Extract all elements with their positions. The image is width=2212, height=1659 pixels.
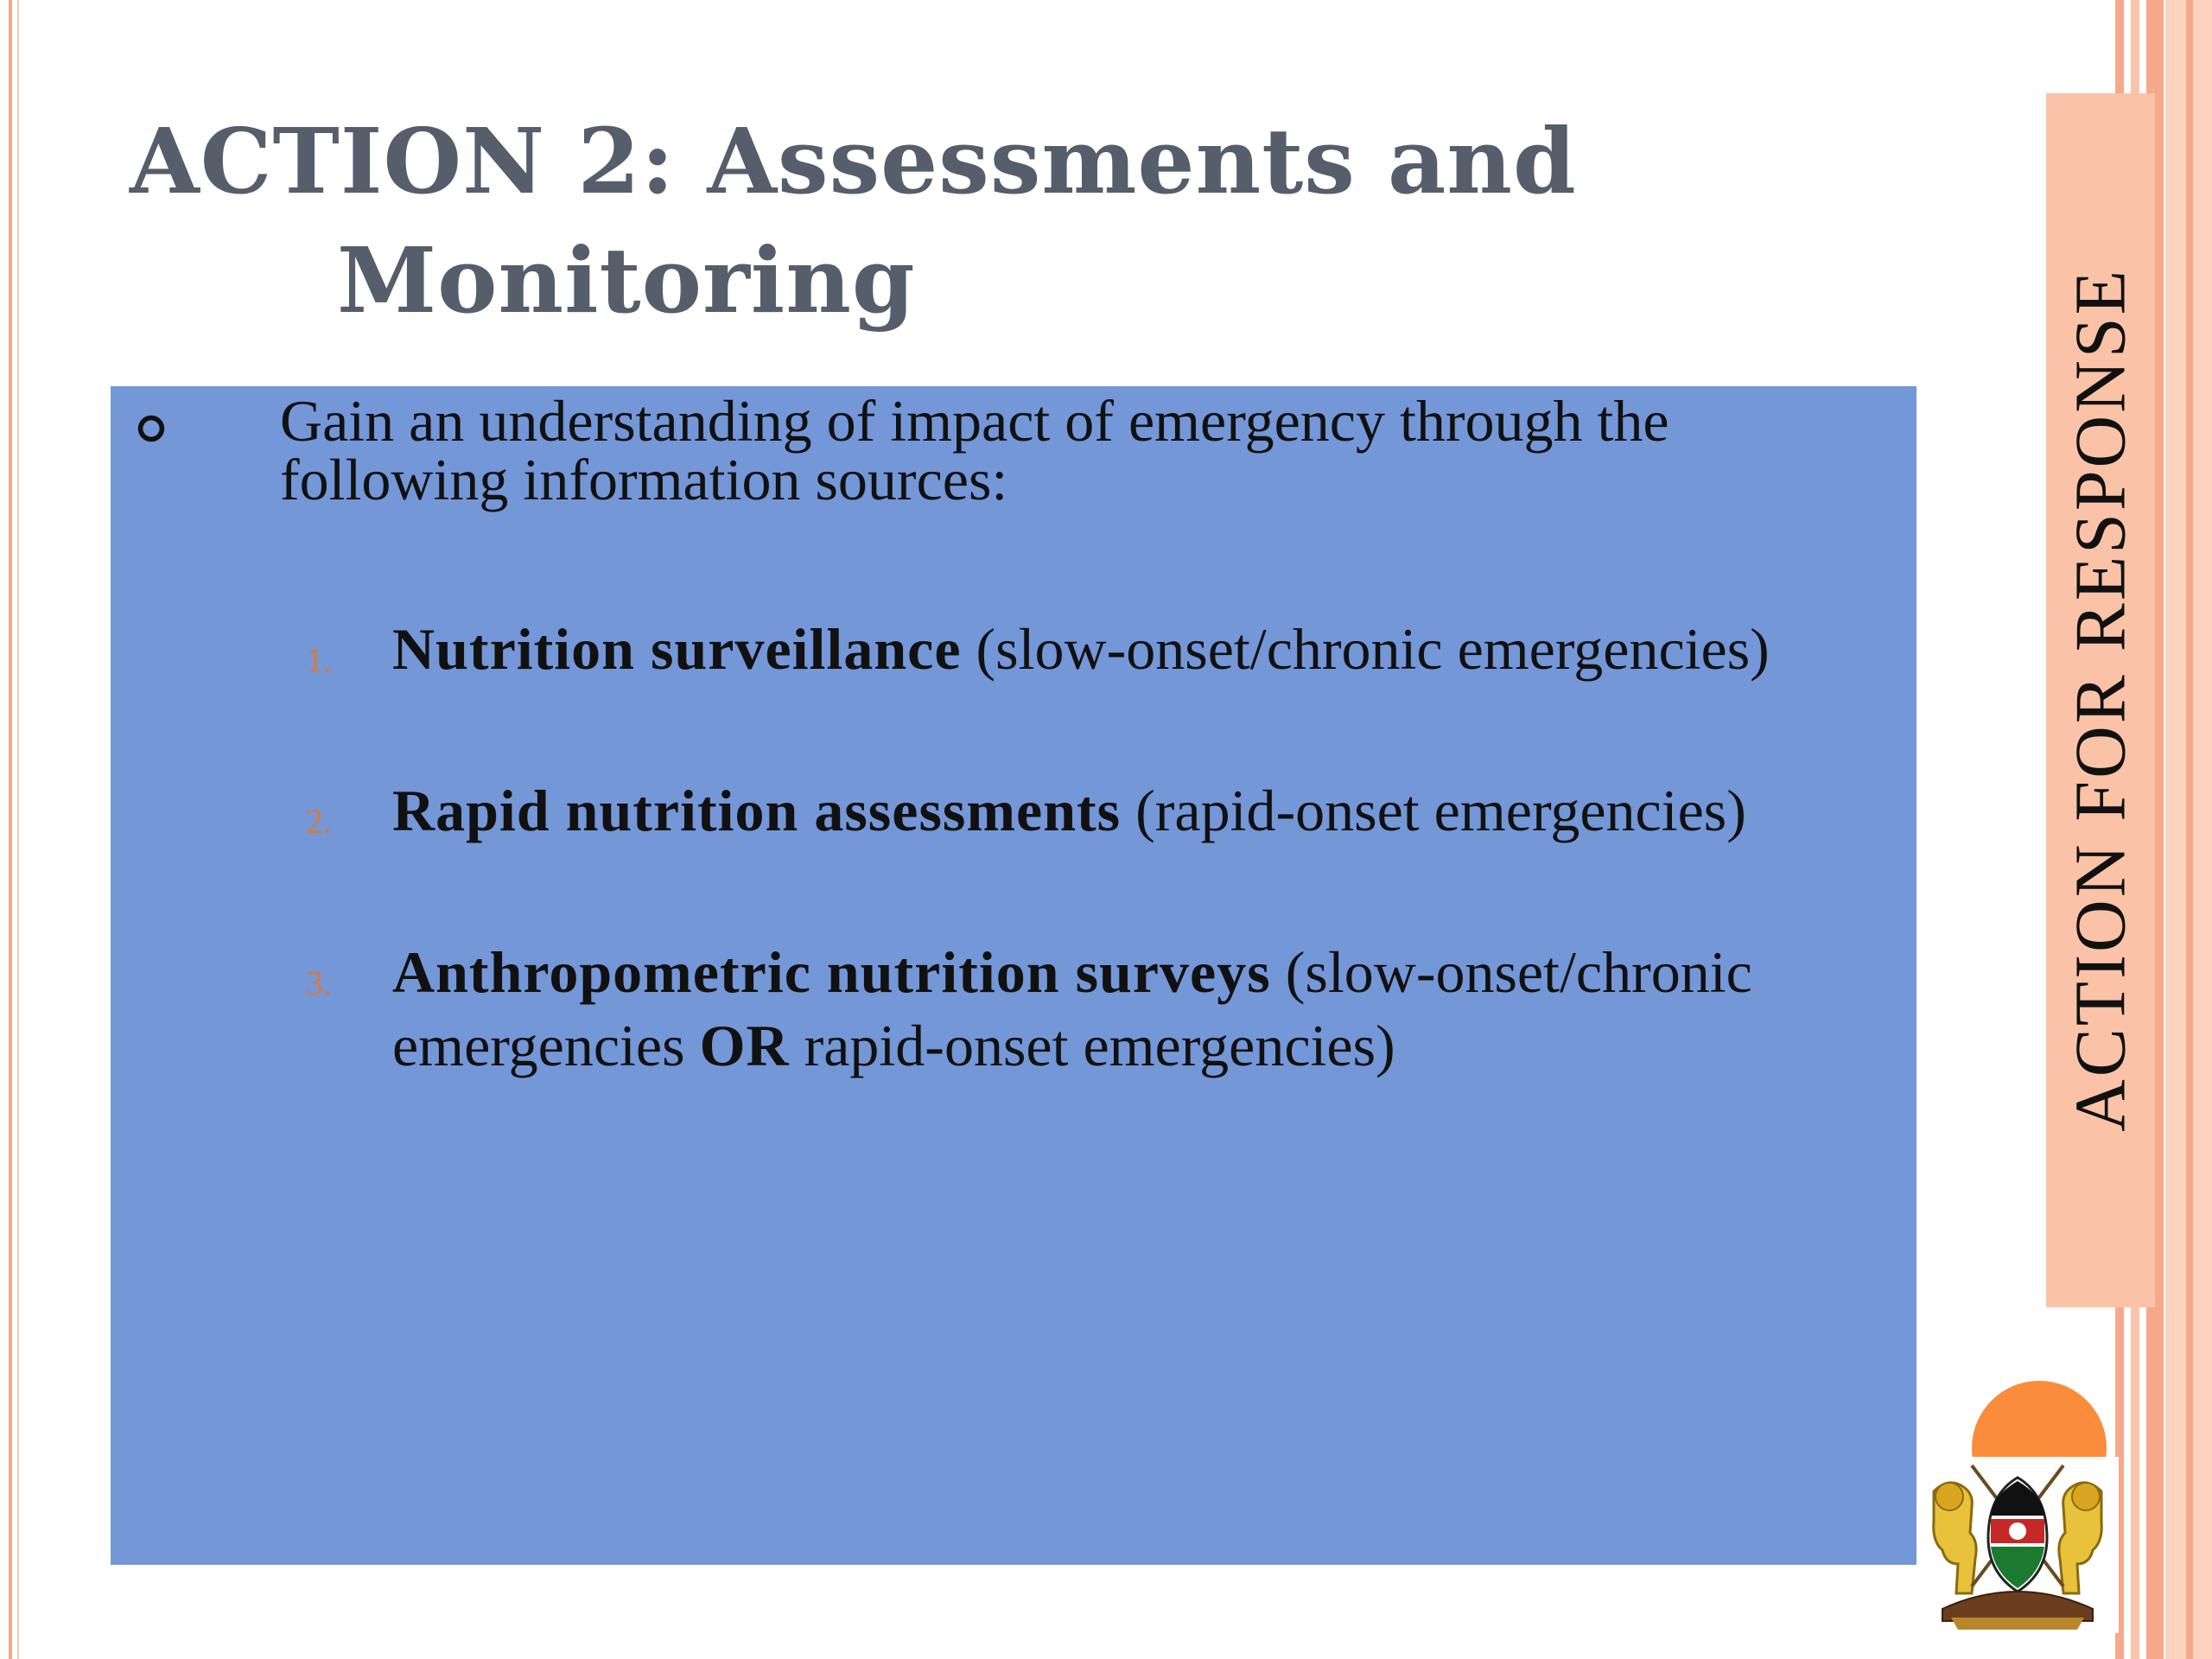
source-detail-1: (slow-onset/chronic emergencies) bbox=[961, 616, 1770, 682]
source-item-3 bbox=[306, 936, 1827, 1083]
source-item-2 bbox=[306, 774, 1827, 848]
source-number-2: 2. bbox=[306, 802, 332, 841]
source-number-3: 3. bbox=[306, 963, 332, 1002]
coat-of-arms-graphic bbox=[1916, 1457, 2119, 1633]
content-box bbox=[111, 386, 1916, 1565]
source-detail-3-or: OR bbox=[699, 1013, 790, 1078]
left-border-line-thin bbox=[17, 0, 19, 1659]
source-title-1: Nutrition surveillance bbox=[392, 616, 962, 682]
source-detail-3b: rapid-onset emergencies) bbox=[789, 1013, 1395, 1078]
source-detail-3a: (slow-onset/chronic emergencies bbox=[392, 939, 1752, 1078]
side-tab bbox=[2046, 93, 2155, 1307]
source-title-2: Rapid nutrition assessments bbox=[392, 778, 1122, 843]
hollow-circle-bullet-icon bbox=[138, 416, 164, 442]
source-detail-2: (rapid-onset emergencies) bbox=[1121, 778, 1746, 843]
source-item-1 bbox=[306, 613, 1827, 686]
source-title-3: Anthropometric nutrition surveys bbox=[392, 939, 1271, 1005]
slide-title-line1: ACTION 2: Assessments and bbox=[130, 108, 1577, 214]
side-tab-label: ACTION FOR RESPONSE bbox=[2060, 268, 2141, 1132]
slide-title bbox=[130, 102, 1599, 340]
kenya-coat-of-arms-icon bbox=[1916, 1457, 2119, 1633]
left-border-line bbox=[9, 0, 12, 1659]
source-number-1: 1. bbox=[306, 640, 332, 679]
slide-title-line2: Monitoring bbox=[337, 227, 916, 334]
right-border-stripe bbox=[2186, 0, 2193, 1659]
intro-bullet-text: Gain an understanding of impact of emergency through the following information sources: bbox=[280, 388, 1669, 512]
